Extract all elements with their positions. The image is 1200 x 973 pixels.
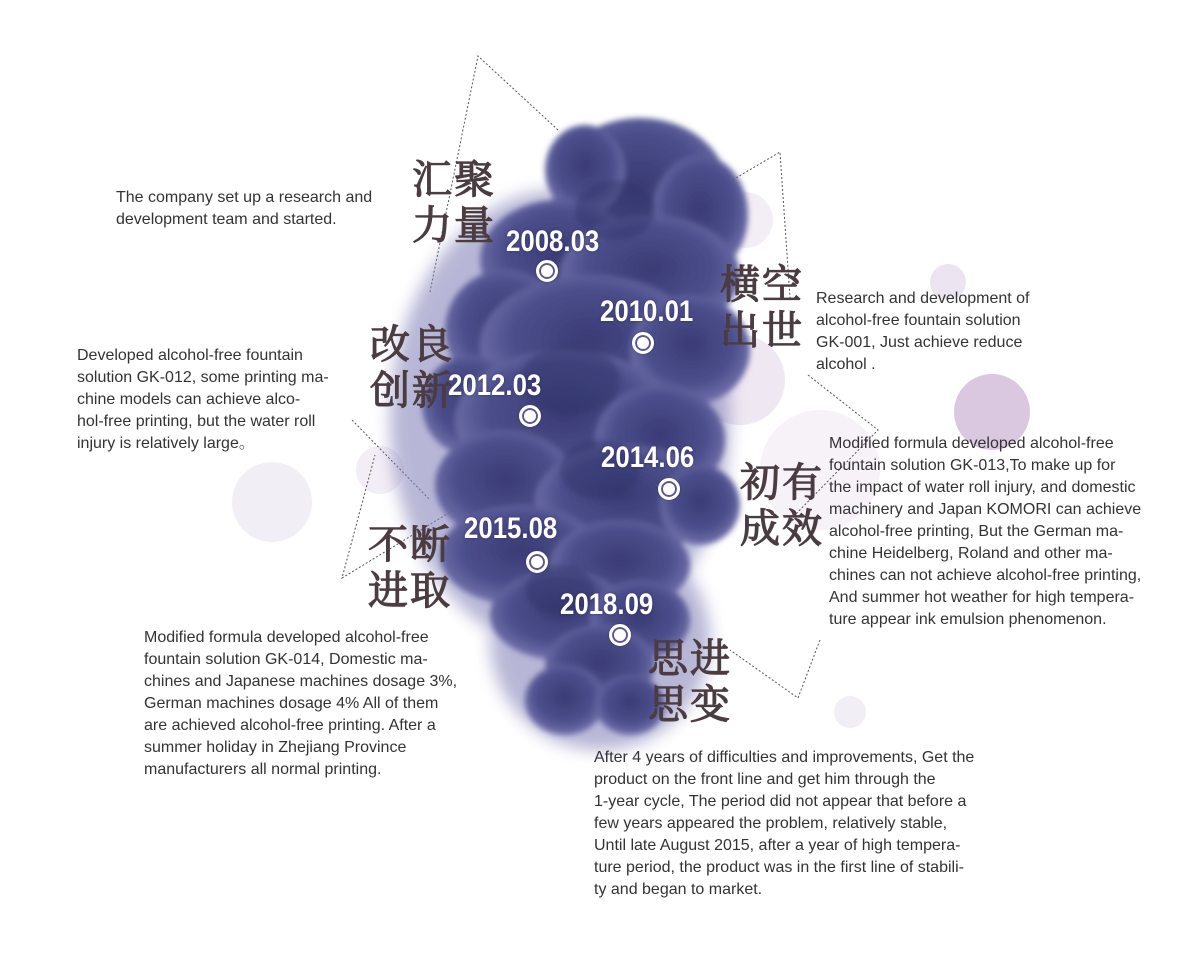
milestone-phrase-2015: 不断 进取	[368, 521, 452, 614]
milestone-date-2008: 2008.03	[506, 225, 600, 258]
milestone-phrase-2014: 初有 成效	[740, 459, 824, 552]
milestone-description-2015: Modified formula developed alcohol-free fountain solution GK-014, Domestic ma- chines and Japanese machines dosage 3%, German machines dosage 4% All of them are achieved alcohol-free printing. After a summer holiday in Zhejiang Province manufacturers all normal printing.	[144, 629, 458, 778]
milestone-phrase-2008: 汇聚 力量	[412, 156, 496, 249]
milestone-description-2008: The company set up a research and development team and started.	[116, 189, 373, 228]
milestone-marker	[658, 478, 680, 500]
milestone-marker	[519, 405, 541, 427]
milestone-description-2018: After 4 years of difficulties and improvements, Get the product on the front line and get him through the 1-year cycle, The period did not appear that before a few years appeared the problem, relatively stable, Until late August 2015, after a year of high tempera- ture period, the product was in the first line of stabili- ty and began to market.	[594, 749, 975, 898]
bubble	[232, 462, 312, 542]
milestone-date-2014: 2014.06	[601, 441, 695, 474]
milestone-marker	[536, 260, 558, 282]
milestone-phrase-2018: 思进 思变	[648, 635, 732, 728]
milestone-phrase-2012: 改良 创新	[370, 321, 454, 414]
milestone-date-2018: 2018.09	[560, 588, 654, 621]
milestone-date-2015: 2015.08	[464, 512, 558, 545]
milestone-description-2010: Research and development of alcohol-free fountain solution GK-001, Just achieve reduce alcohol .	[816, 290, 1030, 373]
milestone-description-2012: Developed alcohol-free fountain solution GK-012, some printing ma- chine models can achieve alco- hol-free printing, but the water roll injury is relatively large。	[77, 347, 329, 452]
milestone-date-2010: 2010.01	[600, 295, 694, 328]
bubble	[834, 696, 866, 728]
milestone-description-2014: Modified formula developed alcohol-free fountain solution GK-013,To make up for the impact of water roll injury, and domestic machinery and Japan KOMORI can achieve alcohol-free printing, But the German ma- chine Heidelberg, Roland and other ma- chines can not achieve alcohol-free printing, And summer hot weather for high tempera- ture appear ink emulsion phenomenon.	[829, 435, 1142, 628]
guide-line	[730, 640, 820, 698]
milestone-marker	[632, 332, 654, 354]
milestone-marker	[609, 624, 631, 646]
milestone-date-2012: 2012.03	[448, 369, 542, 402]
milestone-marker	[526, 551, 548, 573]
milestone-phrase-2010: 横空 出世	[720, 261, 804, 354]
